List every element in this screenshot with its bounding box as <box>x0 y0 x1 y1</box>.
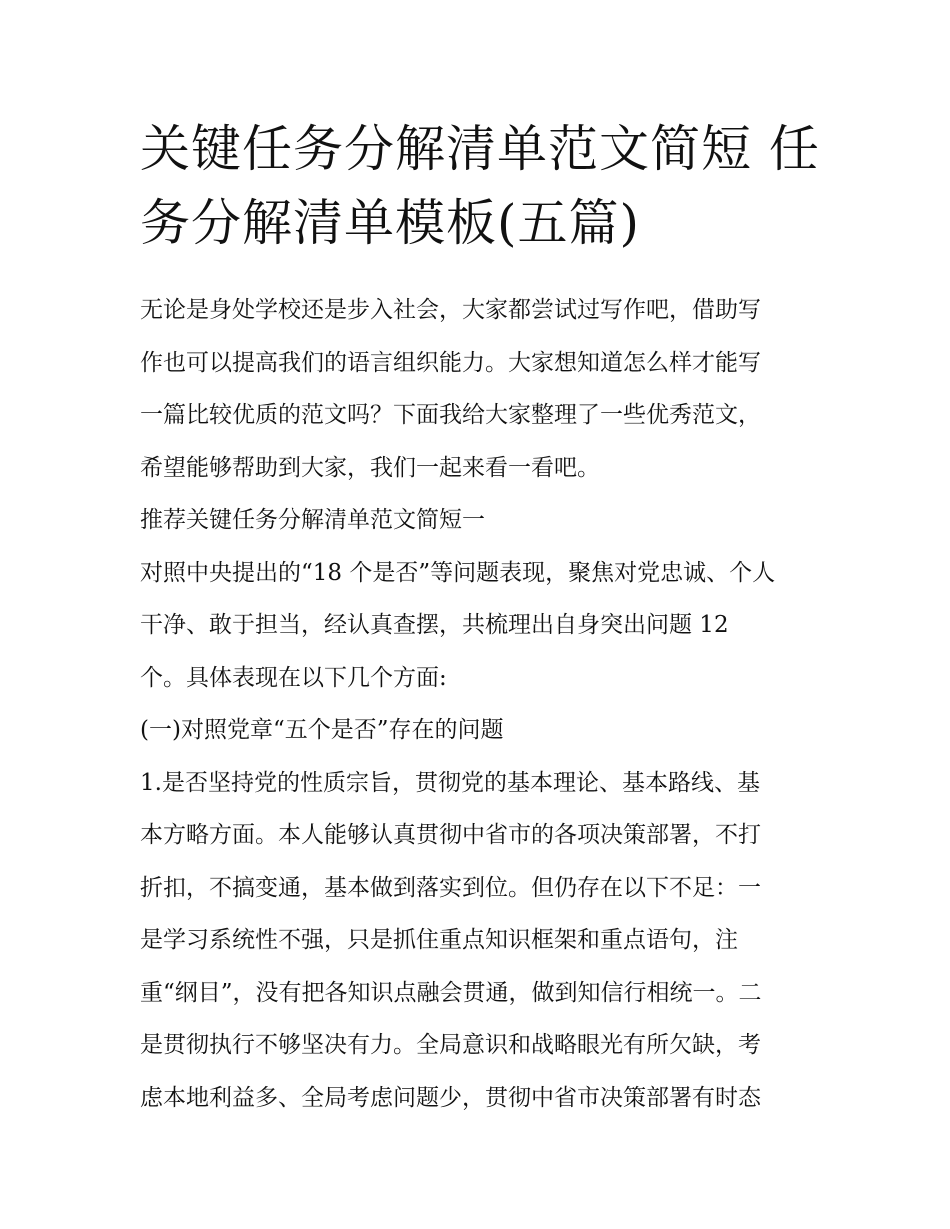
document-title <box>140 112 820 260</box>
document-body <box>140 284 812 1124</box>
text-line: 推荐关键任务分解清单范文简短一 <box>140 507 485 533</box>
text-line: (一)对照党章“五个是否”存在的问题 <box>140 717 504 743</box>
section-heading <box>140 494 812 547</box>
text-line: 希望能够帮助到大家，我们一起来看一看吧。 <box>140 454 600 481</box>
title-line: 务分解清单模板(五篇) <box>140 194 641 252</box>
text-line: 个。具体表现在以下几个方面: <box>140 664 447 691</box>
text-line: 本方略方面。本人能够认真贯彻中省市的各项决策部署，不打 <box>140 822 761 848</box>
subheading <box>140 704 812 757</box>
list-item <box>140 757 812 1125</box>
text-line: 重“纲目”，没有把各知识点融会贯通，做到知信行相统一。二 <box>140 979 762 1006</box>
text-line: 对照中央提出的“18 个是否”等问题表现，聚焦对党忠诚、个人 <box>140 559 776 586</box>
text-line: 折扣，不搞变通，基本做到落实到位。但仍存在以下不足：一 <box>140 874 761 901</box>
document-content <box>140 112 820 1124</box>
intro-paragraph <box>140 284 812 494</box>
text-line: 是学习系统性不强，只是抓住重点知识框架和重点语句，注 <box>140 927 738 953</box>
text-line: 一篇比较优质的范文吗？下面我给大家整理了一些优秀范文， <box>140 402 761 428</box>
text-line: 无论是身处学校还是步入社会，大家都尝试过写作吧，借助写 <box>140 297 761 323</box>
text-line: 是贯彻执行不够坚决有力。全局意识和战略眼光有所欠缺，考 <box>140 1032 761 1058</box>
title-line: 关键任务分解清单范文简短 任 <box>140 120 820 178</box>
text-line: 1.是否坚持党的性质宗旨，贯彻党的基本理论、基本路线、基 <box>140 769 760 796</box>
text-line: 作也可以提高我们的语言组织能力。大家想知道怎么样才能写 <box>140 349 761 376</box>
paragraph <box>140 547 812 705</box>
text-line: 干净、敢于担当，经认真查摆，共梳理出自身突出问题 12 <box>140 612 729 638</box>
text-line: 虑本地利益多、全局考虑问题少，贯彻中省市决策部署有时态 <box>140 1084 761 1111</box>
